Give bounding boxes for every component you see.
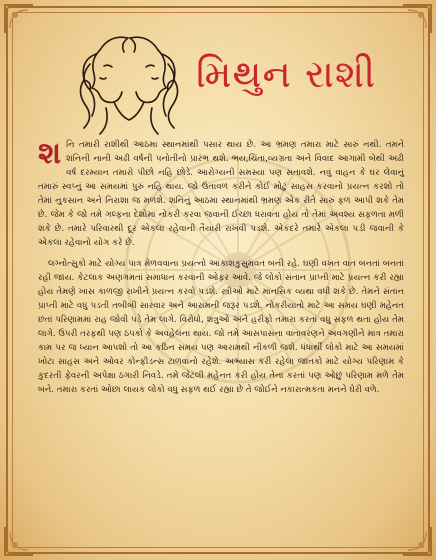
paragraph-1-text: નિ તમારી રાશીથી આઠમા સ્થાનમાંથી પસાર થાય છે. આ ભ્રમણ તમારા માટે સારું નથી. તમને શનિની નાની અઢી વર્ષની પનોતીનો પ્રારંભ થશે. ભય,ચિંતા,વ્યગ્રતા અને વિવાદ આગામી બેથી અઢી વર્ષ દરમ્યાન તમારો પીછો નહિ છોડે. આરોગ્યની સમસ્યા પણ સતાવશે. નવું વાહન કે ઘર લેવાનું તમારું સ્વપ્નું આ સમયમાં પુરું નહિ થાય. જો ઉતાવળ કરીને કોઈ મોટું સાહસ કરવાનો પ્રયત્ન કરશો તો તેમાં નુકસાન અને નિરાશા જ મળશે. શનિનું આઠમા સ્થાનમાંથી ભ્રમણ એક રીતે સારું ફળ આપી શકે તેમ છે. જેમ કે જો તમે ગલ્ફના દેશોમાં નોકરી કરવા જવાની ઈચ્છા ધરાવતા હોય તો તેમાં અવશ્ય સફળતા મળી શકે છે. તમારે પરિવારથી દૂર એકલા રહેવાની તૈયારી રાખવી પડશે. એકંદરે તમારે એકલા પડી જવાની કે એકલા રહેવાનો યોગ કરે છે.: [38, 140, 404, 248]
ornamental-corner-icon: [400, 2, 434, 36]
page-title: મિથુન રાશી: [196, 52, 377, 96]
ornamental-corner-icon: [2, 2, 36, 36]
paragraph-2: લગ્નોત્સુકો માટે યોગ્ય પાત્ર મેળવવાના પ્રયત્નો આકાશકુસુમવત બની રહે. ઘણી વખત વાત બનતાં બનતાં રહી જાય. કેટલાક અણગમતાં સમાધાન કરવાની ઓફર આવે. જે લોકો સંતાન પ્રાપ્તી માટે પ્રયત્ન કરી રહ્યા હોય તેમણે ખાસ કાળજી રાખીને પ્રયત્ન કરવો પડશે. સ્ત્રીઓ માટે માનસિક વ્યથા વધી શકે છે. તેમને સંતાન પ્રાપ્તી માટે વધુ પડતી તબીબી સારવાર અને આરામની જરૂર પડશે. નોકરીયાતો માટે આ સમય ઘણી મહેનત છતાં પરિણામમાં રાહ જોવી પડે તેમ લાગે. વિરોધો, શત્રુઓ અને હરીફો તમારા કરતાં વધુ સફળ થતા હોય તેમ લાગે. ઉપરી તરફથી પણ ઠપકો કે અવહેલના થાય. જો તમે આસપાસના વાતાવરણને અવગણીને માત્ર તમારા કામ પર જ ધ્યાન આપશો તો આ કઠિન સમય પણ આરામથી નીકળી જશે. ધંધાર્થી લોકો માટે આ સમયમાં ખોટા સાહસ અને ઓવર કોન્ફીડન્સ ટાળવાનો રહેશે. અભ્યાસ કરી રહેલા જાતકો માટે યોગ્ય પરિણામ કે કુદરતી ફેવરની અપેક્ષા ઠગારી નિવડે. તમે જેટલી મહેનત કરી હોય તેના કરતાં પણ ઓછું પરિણામ મળે તેમ બને. તમારા કરતાં ઓછા લાયક લોકો વધુ સફળ થઈ રહ્યા છે તે જોઈને નકારાત્મકતા મનને ઘેરી વળે.: [38, 259, 404, 395]
ornamental-corner-icon: [2, 524, 36, 558]
drop-cap: શ: [38, 136, 62, 171]
paragraph-1: [38, 138, 404, 250]
ornamental-corner-icon: [400, 524, 434, 558]
article-body: [38, 138, 404, 397]
gemini-twins-icon: [70, 20, 188, 138]
